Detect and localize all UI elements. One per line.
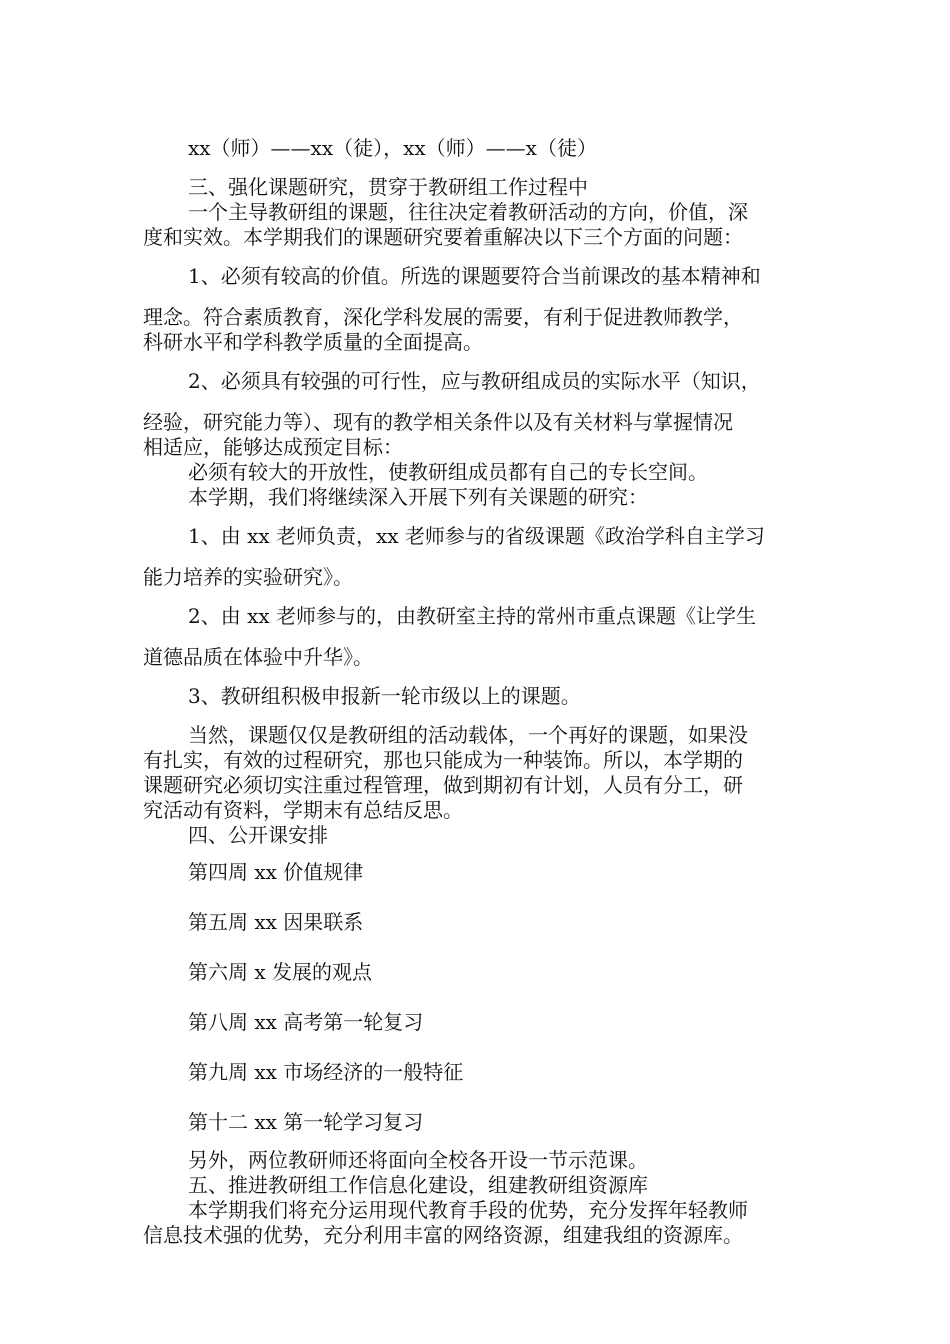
paragraph-line: 能力培养的实验研究》。 [143, 565, 353, 589]
research-plan-intro: 本学期，我们将继续深入开展下列有关课题的研究： [188, 485, 648, 509]
demo-class-note: 另外，两位教研师还将面向全校各开设一节示范课。 [188, 1148, 648, 1172]
section-4-heading: 四、公开课安排 [188, 823, 328, 847]
paragraph-line: 2、由 xx 老师参与的，由教研室主持的常州市重点课题《让学生 [188, 604, 756, 628]
paragraph-line: 1、必须有较高的价值。所选的课题要符合当前课改的基本精神和 [188, 264, 761, 288]
section-3-heading: 三、强化课题研究，贯穿于教研组工作过程中 [188, 175, 588, 199]
research-project-3: 3、教研组积极申报新一轮市级以上的课题。 [188, 684, 581, 708]
research-project-1 [143, 524, 807, 590]
paragraph-line: 科研水平和学科教学质量的全面提高。 [143, 330, 483, 354]
research-project-2 [143, 604, 807, 670]
section-5-heading: 五、推进教研组工作信息化建设，组建教研组资源库 [188, 1173, 648, 1197]
paragraph-line: 经验，研究能力等）、现有的教学相关条件以及有关材料与掌握情况 [143, 410, 733, 434]
paragraph-line: 有扎实，有效的过程研究，那也只能成为一种装饰。所以，本学期的 [143, 748, 743, 772]
paragraph-line: 理念。符合素质教育，深化学科发展的需要，有利于促进教师教学， [143, 305, 743, 329]
section-3-intro [143, 200, 807, 250]
paragraph-line: 课题研究必须切实注重过程管理，做到期初有计划，人员有分工，研 [143, 773, 743, 797]
paragraph-line: 当然，课题仅仅是教研组的活动载体，一个再好的课题，如果没 [188, 723, 748, 747]
paragraph-line: 究活动有资料，学期末有总结反思。 [143, 798, 463, 822]
paragraph-line: 本学期我们将充分运用现代教育手段的优势，充分发挥年轻教师 [188, 1198, 748, 1222]
schedule-item: 第六周 x 发展的观点 [188, 960, 372, 984]
schedule-item: 第九周 xx 市场经济的一般特征 [188, 1060, 464, 1084]
section-5-body [143, 1198, 807, 1248]
mentor-pairing-line: xx（师）——xx（徒），xx（师）——x（徒） [188, 136, 597, 160]
paragraph-line: 一个主导教研组的课题，往往决定着教研活动的方向，价值，深 [188, 200, 748, 224]
section-3-closing [143, 723, 807, 823]
requirement-3: 必须有较大的开放性，使教研组成员都有自己的专长空间。 [188, 460, 708, 484]
schedule-item: 第十二 xx 第一轮学习复习 [188, 1110, 424, 1134]
open-class-schedule [143, 860, 807, 1135]
requirement-1 [143, 264, 807, 355]
paragraph-line: 道德品质在体验中升华》。 [143, 645, 373, 669]
document-body [143, 136, 807, 1248]
schedule-item: 第五周 xx 因果联系 [188, 910, 364, 934]
paragraph-line: 相适应，能够达成预定目标： [143, 435, 403, 459]
paragraph-line: 信息技术强的优势，充分利用丰富的网络资源，组建我组的资源库。 [143, 1223, 743, 1247]
schedule-item: 第八周 xx 高考第一轮复习 [188, 1010, 424, 1034]
paragraph-line: 1、由 xx 老师负责，xx 老师参与的省级课题《政治学科自主学习 [188, 524, 765, 548]
requirement-2 [143, 369, 807, 460]
schedule-item: 第四周 xx 价值规律 [188, 860, 364, 884]
paragraph-line: 度和实效。本学期我们的课题研究要着重解决以下三个方面的问题： [143, 225, 743, 249]
paragraph-line: 2、必须具有较强的可行性，应与教研组成员的实际水平（知识， [188, 369, 761, 393]
